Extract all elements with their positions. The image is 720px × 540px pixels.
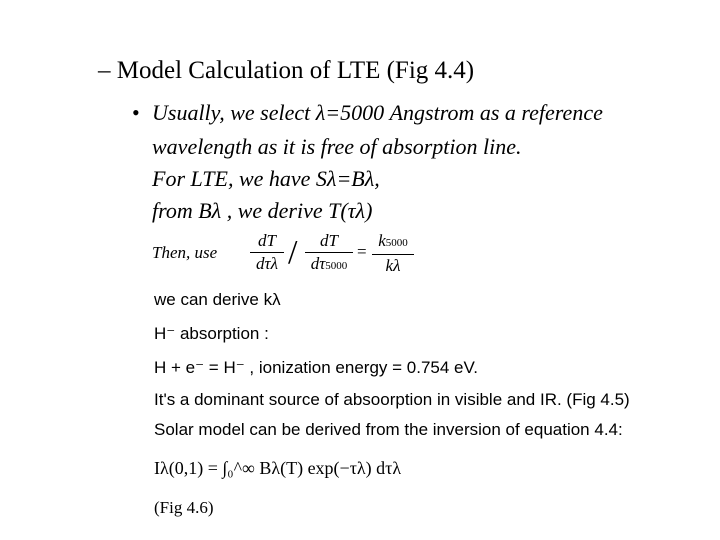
fraction-3-denominator: kλ bbox=[385, 256, 401, 275]
equation-equals: = bbox=[357, 242, 367, 261]
derive-line: we can derive kλ bbox=[154, 290, 281, 309]
bullet-symbol: • bbox=[132, 100, 140, 125]
fraction-3-numerator: k5000 bbox=[378, 231, 408, 250]
reaction-line: H + e⁻ = H⁻ , ionization energy = 0.754 eV. bbox=[154, 358, 478, 377]
integral-equation: Iλ(0,1) = ∫₀^∞ Bλ(T) exp(−τλ) dτλ bbox=[154, 458, 402, 478]
fraction-dt-dtau-5000 bbox=[305, 231, 353, 276]
fraction-2-denominator: dτ5000 bbox=[310, 254, 348, 273]
fraction-1-denominator: dτλ bbox=[256, 254, 278, 273]
fraction-k-ratio bbox=[372, 231, 414, 276]
h-minus-absorption-heading: H⁻ absorption : bbox=[154, 324, 269, 343]
dominant-source-line: It's a dominant source of absoorption in visible and IR. (Fig 4.5) bbox=[154, 390, 630, 409]
section-heading: – Model Calculation of LTE (Fig 4.4) bbox=[98, 57, 475, 84]
equation-slash: / bbox=[288, 234, 298, 271]
figure-reference: (Fig 4.6) bbox=[154, 498, 214, 517]
bullet-line-4: from Bλ , we derive T(τλ) bbox=[152, 198, 373, 223]
bullet-line-2: wavelength as it is free of absorption line. bbox=[152, 134, 522, 159]
fraction-2-numerator: dT bbox=[320, 231, 338, 250]
bullet-line-3: For LTE, we have Sλ=Bλ, bbox=[152, 166, 380, 191]
solar-model-line: Solar model can be derived from the inversion of equation 4.4: bbox=[154, 420, 623, 439]
equation-intro: Then, use bbox=[152, 243, 218, 262]
bullet-line-1: Usually, we select λ=5000 Angstrom as a reference bbox=[152, 100, 603, 125]
fraction-dt-dtau-lambda bbox=[250, 231, 284, 274]
fraction-1-numerator: dT bbox=[258, 231, 276, 250]
